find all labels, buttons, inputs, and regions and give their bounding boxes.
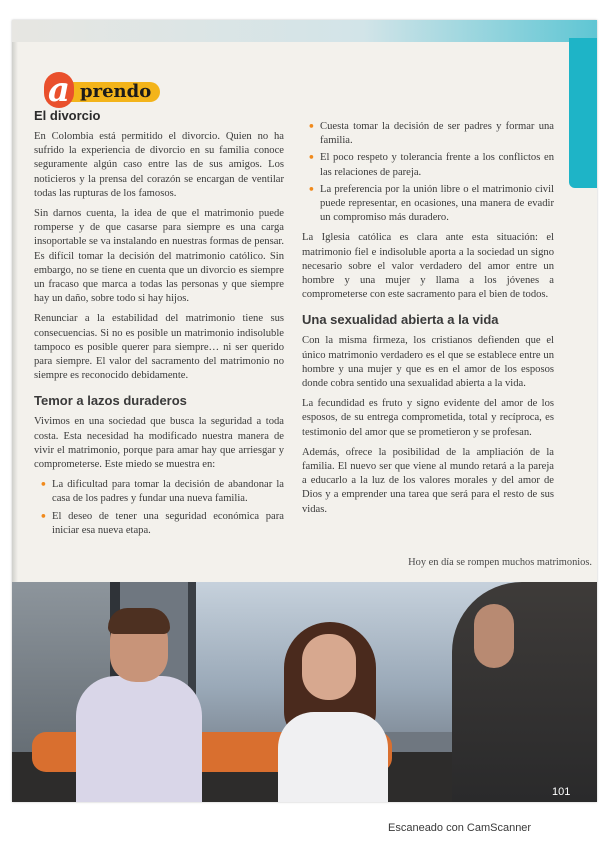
section-heading-divorcio: El divorcio xyxy=(34,108,101,123)
right-column xyxy=(302,120,554,523)
paragraph: Vivimos en una sociedad que busca la seguridad a toda costa. Esta necesidad ha modificado nuestra manera de vivir el matrimonio, porque para amar hay que arriesgar y comprometerse. Este miedo se muestra en: xyxy=(34,416,284,471)
therapist-face xyxy=(474,604,514,668)
list-item xyxy=(302,183,554,226)
paragraph: Con la misma firmeza, los cristianos defienden que el único matrimonio verdadero es el que se establece entre un hombre y una mujer y que es en el amor de los esposos donde cobra sentido una sexualidad abierta a la vida. xyxy=(302,335,554,390)
textbook-page xyxy=(12,20,597,802)
badge-initial-letter: a xyxy=(44,72,74,108)
photo-woman-figure xyxy=(262,622,412,802)
couple-therapy-photo xyxy=(12,582,597,802)
list-item xyxy=(34,510,284,538)
paragraph: Además, ofrece la posibilidad de la ampliación de la familia. El nuevo ser que viene al mundo retará a la pareja a educarlo a la luz de los valores morales y del amor de Dios y a emprender una tarea que será para el resto de sus vidas. xyxy=(302,446,554,515)
right-edge-tab xyxy=(569,38,597,188)
paragraph: En Colombia está permitido el divorcio. Quien no ha sufrido la experiencia de divorcio en su familia conoce seguramente algún caso entre las de sus amigos. Los noticieros y la prensa del corazón se encargan de ventilar todas las rupturas de los famosos. xyxy=(34,131,284,199)
list-item-text: La dificultad para tomar la decisión de abandonar la casa de los padres y fundar una nueva familia. xyxy=(52,479,284,505)
list-item xyxy=(34,478,284,506)
photo-therapist-figure xyxy=(452,582,597,802)
bullet-dot-icon: • xyxy=(308,152,315,165)
list-item-text: Cuesta tomar la decisión de ser padres y formar una familia. xyxy=(320,121,554,147)
bullet-dot-icon: • xyxy=(308,121,315,133)
bullet-dot-icon: • xyxy=(40,510,47,523)
photo-caption: Hoy en día se rompen muchos matrimonios. xyxy=(408,557,592,568)
badge-word: prendo xyxy=(80,81,152,102)
woman-blouse xyxy=(278,712,388,802)
bullet-list xyxy=(302,120,554,225)
list-item xyxy=(302,120,554,148)
paragraph: Sin darnos cuenta, la idea de que el matrimonio puede romperse y de que casarse para siempre es una carga insoportable se va instalando en nuestras formas de pensar. Es difícil tomar la decisión del matrimonio católico. Sin embargo, no se tiene en cuenta que un divorcio es siempre un fracaso que marca a todas las personas y que siempre hay un daño, sobre todo si hay hijos. xyxy=(34,208,284,305)
section-badge-aprendo xyxy=(44,70,164,110)
left-column xyxy=(34,108,284,544)
paragraph: La Iglesia católica es clara ante esta situación: el matrimonio fiel e indisoluble aporta a la sociedad un signo necesario sobre el valor verdadero del amor entre un hombre y una mujer y llama a los jóvenes a comprometerse con este sacramento para el bien de todos. xyxy=(302,232,554,301)
list-item-text: El deseo de tener una seguridad económica para iniciar esa nueva etapa. xyxy=(52,510,284,536)
bullet-list xyxy=(34,478,284,538)
list-item-text: El poco respeto y tolerancia frente a los conflictos en las relaciones de pareja. xyxy=(320,152,554,178)
woman-head xyxy=(302,634,356,700)
photo-man-figure xyxy=(72,612,202,802)
list-item xyxy=(302,151,554,179)
scanner-watermark: Escaneado con CamScanner xyxy=(388,822,532,834)
page-number: 101 xyxy=(552,786,571,798)
bullet-dot-icon: • xyxy=(308,183,315,196)
man-shirt xyxy=(76,676,202,802)
section-heading-temor: Temor a lazos duraderos xyxy=(34,393,187,409)
man-hair xyxy=(108,608,170,634)
paragraph: Renunciar a la estabilidad del matrimonio tiene sus consecuencias. Si no es posible un matrimonio indisoluble tampoco es posible querer para siempre… ni ser querido para siempre. El valor del sacramento del matrimonio no siempre es reconocido debidamente. xyxy=(34,313,284,382)
bullet-dot-icon: • xyxy=(40,479,47,492)
paragraph: La fecundidad es fruto y signo evidente del amor de los esposos, de su entrega comprometida, total y recíproca, es testimonio del amor que se prometieron y se profesan. xyxy=(302,398,554,438)
list-item-text: La preferencia por la unión libre o el matrimonio civil puede representar, en ocasiones, una manera de evadir un compromiso más duradero. xyxy=(320,183,554,224)
page-gutter-shadow xyxy=(12,42,18,602)
top-color-band xyxy=(12,20,597,42)
section-heading-sexualidad: Una sexualidad abierta a la vida xyxy=(302,312,499,328)
